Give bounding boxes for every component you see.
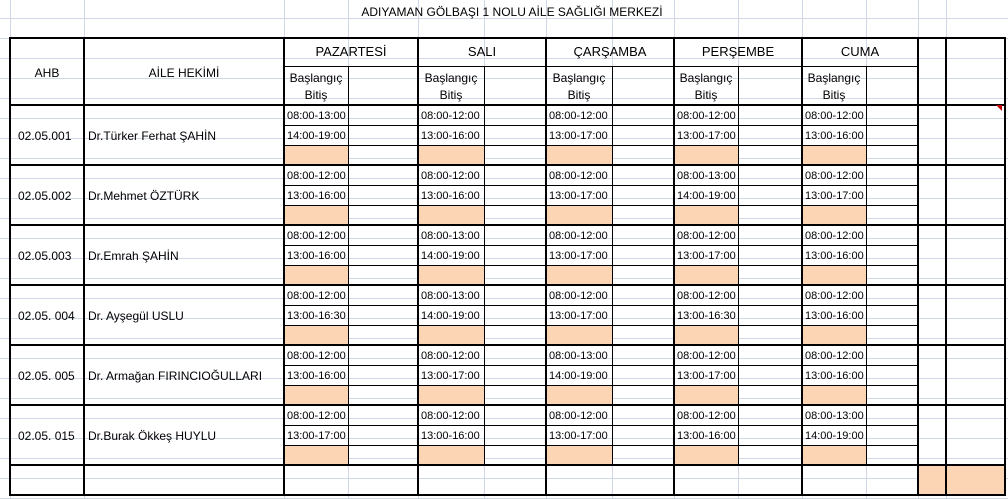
highlight-cell[interactable] (418, 205, 484, 225)
highlight-cell[interactable] (674, 445, 738, 465)
border (9, 37, 11, 496)
time-cell[interactable]: 13:00-16:00 (421, 430, 480, 442)
highlight-cell[interactable] (546, 445, 612, 465)
start-label: Başlangıç (679, 71, 733, 85)
time-cell[interactable]: 13:00-17:00 (287, 430, 346, 442)
time-cell[interactable]: 08:00-12:00 (549, 410, 608, 422)
border (10, 494, 1005, 496)
border (10, 104, 1005, 106)
time-cell[interactable]: 13:00-17:00 (677, 250, 736, 262)
time-cell[interactable]: 08:00-12:00 (805, 110, 864, 122)
header-doctor: AİLE HEKİMİ (148, 66, 220, 80)
highlight-cell[interactable] (546, 325, 612, 345)
time-cell[interactable]: 08:00-12:00 (677, 290, 736, 302)
highlight-cell[interactable] (674, 325, 738, 345)
time-cell[interactable]: 08:00-12:00 (421, 410, 480, 422)
start-label: Başlangıç (807, 71, 861, 85)
time-cell[interactable]: 13:00-16:00 (287, 370, 346, 382)
border (284, 145, 918, 146)
time-cell[interactable]: 08:00-13:00 (287, 110, 346, 122)
border (284, 365, 918, 366)
time-cell[interactable]: 08:00-12:00 (421, 110, 480, 122)
border (673, 37, 675, 496)
time-cell[interactable]: 08:00-13:00 (805, 410, 864, 422)
border (1004, 37, 1006, 496)
time-cell[interactable]: 13:00-16:00 (421, 190, 480, 202)
doctor-name: Dr. Armağan FIRINCIOĞULLARI (88, 369, 263, 383)
day-header: PAZARTESİ (315, 44, 387, 59)
start-end-label (418, 70, 484, 104)
ahb-code: 02.05. 015 (18, 429, 75, 443)
time-cell[interactable]: 08:00-12:00 (805, 170, 864, 182)
time-cell[interactable]: 08:00-13:00 (421, 230, 480, 242)
time-cell[interactable]: 08:00-12:00 (805, 290, 864, 302)
time-cell[interactable]: 08:00-12:00 (677, 350, 736, 362)
border (283, 37, 285, 496)
border (801, 37, 803, 496)
time-cell[interactable]: 08:00-12:00 (287, 290, 346, 302)
time-cell[interactable]: 13:00-16:00 (805, 310, 864, 322)
time-cell[interactable]: 14:00-19:00 (421, 310, 480, 322)
time-cell[interactable]: 08:00-12:00 (677, 230, 736, 242)
border (10, 164, 1005, 166)
time-cell[interactable]: 13:00-17:00 (549, 190, 608, 202)
border (284, 385, 918, 386)
time-cell[interactable]: 14:00-19:00 (677, 190, 736, 202)
highlight-cell[interactable] (674, 265, 738, 285)
time-cell[interactable]: 13:00-16:00 (677, 430, 736, 442)
time-cell[interactable]: 08:00-12:00 (549, 230, 608, 242)
highlight-cell[interactable] (284, 205, 348, 225)
ahb-code: 02.05.001 (18, 129, 72, 143)
border (284, 125, 918, 126)
highlight-cell[interactable] (918, 465, 1005, 495)
time-cell[interactable]: 08:00-12:00 (549, 170, 608, 182)
time-cell[interactable]: 08:00-13:00 (549, 350, 608, 362)
border (284, 66, 918, 67)
border (284, 325, 918, 326)
time-cell[interactable]: 13:00-16:00 (287, 250, 346, 262)
border (945, 37, 947, 496)
ahb-code: 02.05. 004 (18, 309, 75, 323)
border (545, 37, 547, 496)
header-ahb: AHB (34, 66, 60, 80)
border (284, 245, 918, 246)
time-cell[interactable]: 13:00-16:00 (287, 190, 346, 202)
start-end-label (284, 70, 348, 104)
highlight-cell[interactable] (674, 205, 738, 225)
time-cell[interactable]: 08:00-12:00 (287, 230, 346, 242)
day-header: SALI (467, 44, 497, 59)
doctor-name: Dr.Mehmet ÖZTÜRK (88, 189, 200, 203)
doctor-name: Dr. Ayşegül USLU (88, 309, 184, 323)
highlight-cell[interactable] (284, 265, 348, 285)
ahb-code: 02.05.002 (18, 189, 72, 203)
time-cell[interactable]: 13:00-16:00 (421, 130, 480, 142)
highlight-cell[interactable] (284, 445, 348, 465)
border (10, 284, 1005, 286)
border (10, 464, 1005, 466)
highlight-cell[interactable] (674, 145, 738, 165)
start-end-label (546, 70, 612, 104)
time-cell[interactable]: 13:00-16:30 (677, 310, 736, 322)
time-cell[interactable]: 14:00-19:00 (287, 130, 346, 142)
doctor-name: Dr.Emrah ŞAHİN (88, 249, 179, 263)
highlight-cell[interactable] (802, 325, 866, 345)
doctor-name: Dr.Burak Ökkeş HUYLU (88, 429, 217, 443)
border (83, 37, 85, 496)
time-cell[interactable]: 13:00-17:00 (549, 130, 608, 142)
highlight-cell[interactable] (418, 445, 484, 465)
start-label: Başlangıç (552, 71, 606, 85)
highlight-cell[interactable] (546, 385, 612, 405)
border (917, 37, 919, 496)
highlight-cell[interactable] (802, 445, 866, 465)
start-end-label (674, 70, 738, 104)
page-title: ADIYAMAN GÖLBAŞI 1 NOLU AİLE SAĞLIĞI MERKEZİ (361, 5, 663, 19)
gridline (0, 478, 1008, 479)
end-label: Bitiş (567, 88, 591, 102)
highlight-cell[interactable] (418, 325, 484, 345)
border (284, 205, 918, 206)
end-label: Bitiş (439, 88, 463, 102)
highlight-cell[interactable] (418, 265, 484, 285)
border (10, 344, 1005, 346)
time-cell[interactable]: 14:00-19:00 (421, 250, 480, 262)
highlight-cell[interactable] (546, 265, 612, 285)
highlight-cell[interactable] (284, 325, 348, 345)
border (284, 445, 918, 446)
end-label: Bitiş (304, 88, 328, 102)
time-cell[interactable]: 13:00-17:00 (549, 310, 608, 322)
day-header: ÇARŞAMBA (573, 44, 647, 59)
border (284, 265, 918, 266)
highlight-cell[interactable] (802, 145, 866, 165)
time-cell[interactable]: 08:00-12:00 (287, 350, 346, 362)
time-cell[interactable]: 08:00-12:00 (677, 110, 736, 122)
border (284, 185, 918, 186)
time-cell[interactable]: 13:00-17:00 (677, 370, 736, 382)
border (10, 404, 1005, 406)
end-label: Bitiş (822, 88, 846, 102)
highlight-cell[interactable] (674, 385, 738, 405)
time-cell[interactable]: 08:00-13:00 (421, 290, 480, 302)
border (10, 37, 1005, 39)
ahb-code: 02.05.003 (18, 249, 72, 263)
time-cell[interactable]: 13:00-16:00 (805, 370, 864, 382)
time-cell[interactable]: 08:00-12:00 (549, 110, 608, 122)
end-label: Bitiş (694, 88, 718, 102)
highlight-cell[interactable] (418, 145, 484, 165)
highlight-cell[interactable] (284, 145, 348, 165)
time-cell[interactable]: 13:00-17:00 (549, 250, 608, 262)
ahb-code: 02.05. 005 (18, 369, 75, 383)
time-cell[interactable]: 13:00-17:00 (805, 190, 864, 202)
start-end-label (802, 70, 866, 104)
comment-marker-icon[interactable] (996, 105, 1002, 111)
time-cell[interactable]: 13:00-16:00 (805, 250, 864, 262)
time-cell[interactable]: 13:00-17:00 (421, 370, 480, 382)
time-cell[interactable]: 14:00-19:00 (805, 430, 864, 442)
time-cell[interactable]: 08:00-12:00 (677, 410, 736, 422)
border (284, 425, 918, 426)
border (284, 305, 918, 306)
highlight-cell[interactable] (284, 385, 348, 405)
highlight-cell[interactable] (546, 145, 612, 165)
time-cell[interactable]: 08:00-12:00 (287, 410, 346, 422)
doctor-name: Dr.Türker Ferhat ŞAHİN (88, 129, 217, 143)
border (10, 224, 1005, 226)
highlight-cell[interactable] (802, 205, 866, 225)
time-cell[interactable]: 13:00-16:30 (287, 310, 346, 322)
highlight-cell[interactable] (802, 385, 866, 405)
highlight-cell[interactable] (418, 385, 484, 405)
time-cell[interactable]: 08:00-12:00 (549, 290, 608, 302)
highlight-cell[interactable] (546, 205, 612, 225)
day-header: PERŞEMBE (701, 44, 775, 59)
time-cell[interactable]: 08:00-12:00 (287, 170, 346, 182)
time-cell[interactable]: 14:00-19:00 (549, 370, 608, 382)
time-cell[interactable]: 08:00-12:00 (805, 230, 864, 242)
day-header: CUMA (840, 44, 880, 59)
start-label: Başlangıç (424, 71, 478, 85)
border (417, 37, 419, 496)
time-cell[interactable]: 13:00-17:00 (677, 130, 736, 142)
time-cell[interactable]: 13:00-17:00 (549, 430, 608, 442)
time-cell[interactable]: 08:00-12:00 (421, 350, 480, 362)
time-cell[interactable]: 13:00-16:00 (805, 130, 864, 142)
time-cell[interactable]: 08:00-12:00 (805, 350, 864, 362)
time-cell[interactable]: 08:00-13:00 (677, 170, 736, 182)
highlight-cell[interactable] (802, 265, 866, 285)
time-cell[interactable]: 08:00-12:00 (421, 170, 480, 182)
start-label: Başlangıç (289, 71, 343, 85)
